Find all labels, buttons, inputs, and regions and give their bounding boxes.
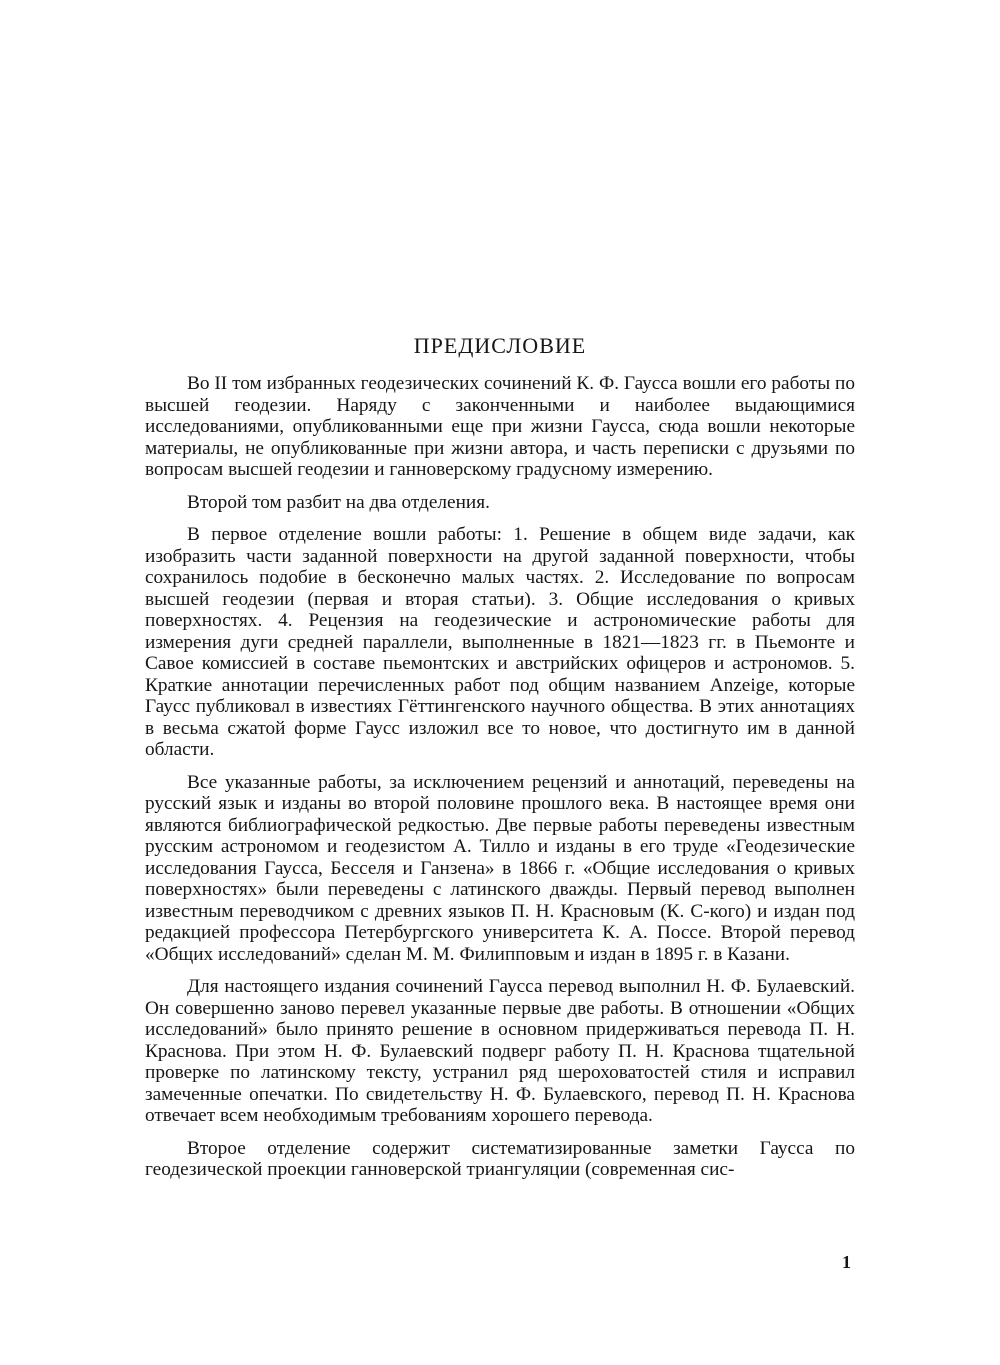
paragraph-2: Второй том разбит на два отделения. (187, 491, 490, 513)
page-number: 1 (842, 1252, 851, 1272)
paragraph-4: Все указанные работы, за исключением рецензий и аннотаций, переведены на русский язык и изданы во второй половине прошлого века. В настоящее время они являются библиографической редкостью. Две первые работы переведены известным русским астрономом и геодезистом А. Тилло и изданы в его труде «Геодезические исследования Гаусса, Бесселя и Ганзена» в 1866 г. «Общие исследования о кривых поверхностях» были переведены с латинского дважды. Первый перевод выполнен известным переводчиком с древних языков П. Н. Красновым (К. С-кого) и издан под редакцией профессора Петербургского университета К. А. Поссе. Второй перевод «Общих исследований» сделан М. М. Филипповым и издан в 1895 г. в Казани. (145, 771, 855, 965)
paragraph-1: Во II том избранных геодезических сочинений К. Ф. Гаусса вошли его работы по высшей геодезии. Наряду с законченными и наиболее выдающимися исследованиями, опубликованными еще при жизни Гаусса, сюда вошли некоторые материалы, не опубликованные при жизни автора, и часть переписки с друзьями по вопросам высшей геодезии и ганноверскому градусному измерению. (145, 373, 855, 480)
paragraph-6: Второе отделение содержит систематизированные заметки Гаусса по геодезической проекции ганноверской триангуляции (современная сис- (145, 1137, 855, 1180)
paragraph-5: Для настоящего издания сочинений Гаусса перевод выполнил Н. Ф. Булаевский. Он совершенно заново перевел указанные первые две работы. В отношении «Общих исследований» было принято решение в основном придерживаться перевода П. Н. Краснова. При этом Н. Ф. Булаевский подверг работу П. Н. Краснова тщательной проверке по латинскому тексту, устранил ряд шероховатостей стиля и исправил замеченные опечатки. По свидетельству Н. Ф. Булаевского, перевод П. Н. Краснова отвечает всем необходимым требованиям хорошего перевода. (145, 976, 855, 1126)
paragraph-3: В первое отделение вошли работы: 1. Решение в общем виде задачи, как изобразить части заданной поверхности на другой заданной поверхности, чтобы сохранилось подобие в бесконечно малых частях. 2. Исследование по вопросам высшей геодезии (первая и вторая статьи). 3. Общие исследования о кривых поверхностях. 4. Рецензия на геодезические и астрономические работы для измерения дуги средней параллели, выполненные в 1821—1823 гг. в Пьемонте и Савое комиссией в составе пьемонтских и австрийских офицеров и астрономов. 5. Краткие аннотации перечисленных работ под общим названием Anzeige, которые Гаусс публиковал в известиях Гёттингенского научного общества. В этих аннотациях в весьма сжатой форме Гаусс изложил все то новое, что достигнуто им в данной области. (145, 524, 855, 760)
body-text (145, 373, 855, 1192)
page-title: ПРЕДИСЛОВИЕ (413, 333, 587, 358)
